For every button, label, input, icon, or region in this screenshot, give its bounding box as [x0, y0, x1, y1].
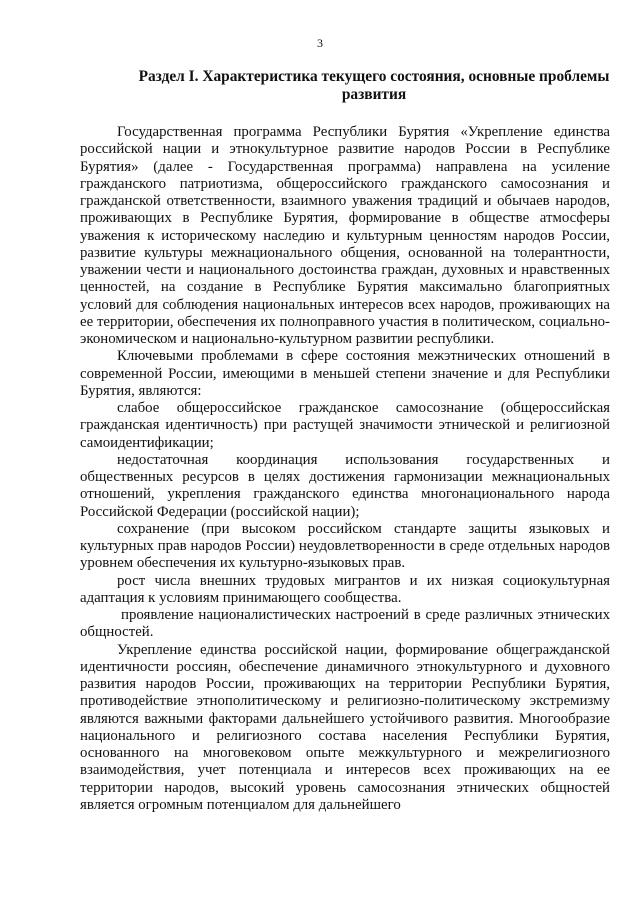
page-number: 3	[317, 36, 323, 50]
paragraph-strengthening-unity: Укрепление единства российской нации, формирование общегражданской идентичности россиян, обеспечение динамичного этнокультурного и духовного развития народов России, проживающих на территории Республики Бурятия, противодействие этнополитическому и религиозно-политическому экстремизму являются важными факторами дальнейшего устойчивого развития. Многообразие национального и религиозного состава населения Республики Бурятия, основанного на многовековом опыте межкультурного и межрелигиозного взаимодействия, учет потенциала и интересов всех проживающих на ее территории народов, высокий уровень самосознания этнических общностей является огромным потенциалом для дальнейшего	[80, 641, 610, 813]
section-heading-line-2: развития	[341, 86, 407, 103]
paragraph-problem-coordination: недостаточная координация использования государственных и общественных ресурсов в целях достижения гармонизации межнациональных отношений, укрепления гражданского единства многонационального народа Российской Федерации (российской нации);	[80, 451, 610, 520]
section-heading	[124, 68, 624, 104]
section-heading-line-1: Раздел I. Характеристика текущего состояния, основные проблемы	[138, 68, 610, 85]
body-text	[80, 124, 610, 814]
paragraph-problem-weak-identity: слабое общероссийское гражданское самосознание (общероссийская гражданская идентичность) при растущей значимости этнической и религиозной самоидентификации;	[80, 400, 610, 451]
paragraph-program-purpose: Государственная программа Республики Бурятия «Укрепление единства российской нации и этнокультурное развитие народов России в Республике Бурятия» (далее - Государственная программа) направлена на усиление гражданского патриотизма, общероссийского гражданского самосознания и гражданской ответственности, взаимного уважения традиций и обычаев народов, проживающих в Республике Бурятия, формирование в обществе атмосферы уважения к историческому наследию и культурным ценностям народов России, развитие культуры межнационального общения, основанной на толерантности, уважении чести и национального достоинства граждан, духовных и нравственных ценностей, на создание в Республике Бурятия максимально благоприятных условий для соблюдения национальных интересов всех народов, проживающих на ее территории, обеспечения их полноправного участия в политическом, социально-экономическом и национально-культурном развитии республики.	[80, 124, 610, 347]
paragraph-problem-language-rights: сохранение (при высоком российском стандарте защиты языковых и культурных прав народов России) неудовлетворенности в среде отдельных народов уровнем обеспечения их культурно-языковых прав.	[80, 520, 610, 572]
paragraph-problem-nationalism: проявление националистических настроений в среде различных этнических общностей.	[80, 607, 610, 641]
paragraph-key-problems-intro: Ключевыми проблемами в сфере состояния межэтнических отношений в современной России, имеющими в меньшей степени значение и для Республики Бурятия, являются:	[80, 348, 610, 399]
paragraph-problem-migrants: рост числа внешних трудовых мигрантов и их низкая социокультурная адаптация к условиям принимающего сообщества.	[80, 572, 610, 606]
